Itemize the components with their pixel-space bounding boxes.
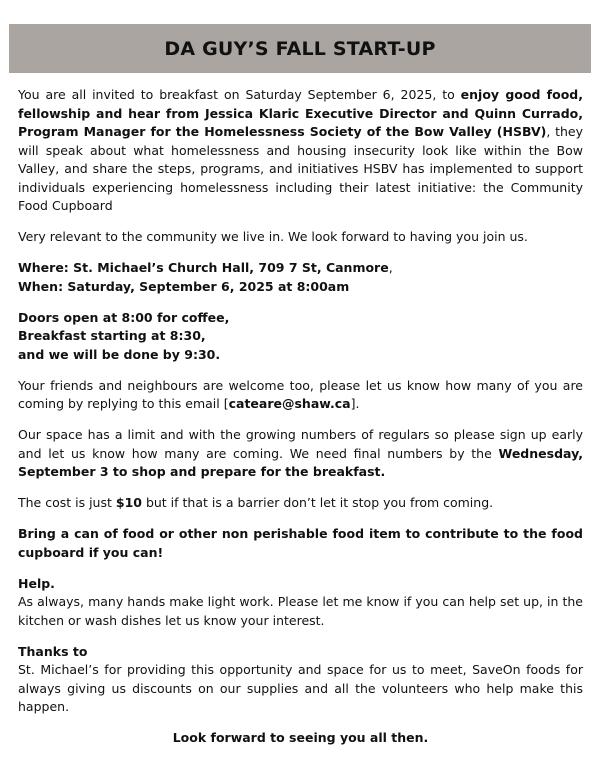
doors-line: Doors open at 8:00 for coffee, (18, 309, 230, 325)
cost-text-end: but if that is a barrier don’t let it stop you from coming. (141, 495, 494, 510)
relevant-paragraph: Very relevant to the community we live in. We look forward to having you join us. (18, 229, 528, 244)
help-heading: Help. (18, 575, 55, 591)
thanks-heading: Thanks to (18, 643, 88, 659)
title-banner (9, 24, 591, 73)
flyer-body (18, 86, 583, 760)
closing-text: Look forward to seeing you all then. (172, 730, 429, 745)
thanks-text: St. Michael’s for providing this opportunity and space for us to meet, SaveOn foods for always giving us discounts on our supplies and all the volunteers who help make this happen. (18, 662, 583, 714)
intro-speakers: enjoy good food, fellowship and hear from Jessica Klaric Executive Director and Quinn Currado, Program Manager for the Homelessness Society of the Bow Valley (HSBV) (18, 87, 583, 139)
schedule-block (18, 309, 583, 365)
friends-text: Your friends and neighbours are welcome too, please let us know how many of you are coming by replying to this email [ (18, 377, 583, 411)
deadline-text: Wednesday, September 3 to shop and prepare for the breakfast. (18, 445, 583, 479)
intro-text-end: , they will speak about what homelessness and housing insecurity look like within the Bow Valley, and share the steps, programs, and initiatives HSBV has implemented to support individuals experiencing homelessness including their latest initiative: the Community Food Cupboard (18, 124, 583, 213)
intro-text-start: You are all invited to breakfast on Saturday September 6, 2025, to (18, 87, 461, 102)
space-text: Our space has a limit and with the growing numbers of regulars so please sign up early and let us know how many are coming. We need final numbers by the (18, 427, 583, 461)
cost-text: The cost is just (18, 495, 116, 510)
bring-paragraph (18, 525, 583, 562)
friends-paragraph (18, 377, 583, 414)
thanks-block (18, 643, 583, 717)
where-comma: , (388, 260, 393, 275)
cost-amount: $10 (115, 495, 142, 510)
closing-line (18, 729, 583, 748)
breakfast-line: Breakfast starting at 8:30, (18, 328, 206, 343)
done-line: and we will be done by 9:30. (18, 346, 221, 362)
help-text: As always, many hands make light work. Please let me know if you can help set up, in the kitchen or wash dishes let us know your interest. (18, 594, 583, 628)
help-block (18, 575, 583, 631)
intro-paragraph (18, 86, 583, 216)
page-title: DA GUY’S FALL START-UP (164, 37, 436, 60)
friends-text-end: ]. (350, 396, 360, 411)
when-line: When: Saturday, September 6, 2025 at 8:00am (18, 278, 350, 294)
bring-text: Bring a can of food or other non perishable food item to contribute to the food cupboard if you can! (18, 526, 583, 560)
cost-paragraph (18, 494, 583, 513)
where-line: Where: St. Michael’s Church Hall, 709 7 St, Canmore (18, 260, 389, 275)
contact-email: cateare@shaw.ca (228, 396, 351, 411)
location-block (18, 259, 583, 296)
space-paragraph (18, 426, 583, 482)
